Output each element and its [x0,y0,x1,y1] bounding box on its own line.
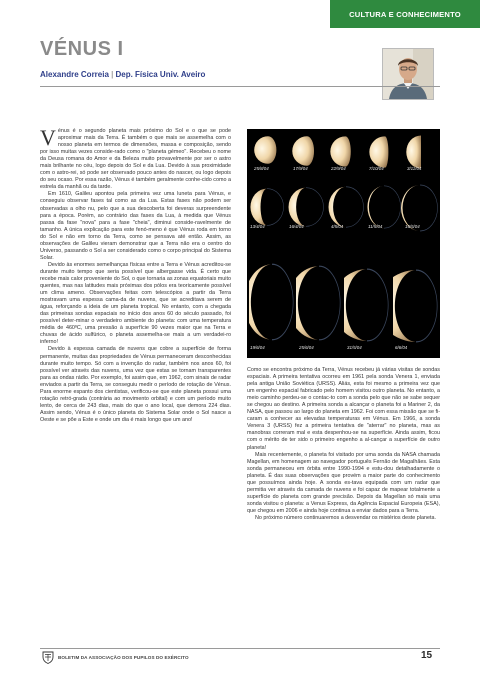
phase-date-label: 19/6/04 [250,345,265,350]
association-logo [42,651,54,664]
venus-gibbous-icon [368,135,402,169]
author-photo [382,48,434,100]
phase-date-label: 7/10/04 [369,166,384,171]
phase-date-label: 17/9/04 [293,166,308,171]
phase-date-label: 25/8/04 [254,166,269,171]
paragraph-galileo: Em 1610, Galileu apontou pela primeira vez uma luneta para Vénus, e conseguiu observar fases tal como as da Lua. Estas fases não podem ser observadas a olho nu, pelo que a sua descoberta foi deveras surpreendente para a época. Porém, ao contrário das fases da Lua, à medida que Vénus passa da fase "nova" para a fase "cheia", diminui conside-ravelmente de tamanho. A única explicação para este fenó-meno é que Vénus roda em torno do Sol e não em torno da Terra, como se pensava até então. Assim, as observações de Galileu vieram demonstrar que a Terra não era o centro do Universo, passando o Sol a ser considerado como o corpo principal do Sistema Solar. [40,191,231,261]
phase-date-label: 16/4/04 [289,224,304,229]
author-portrait-icon [383,49,433,99]
byline [40,70,205,79]
venus-thin-crescent-icon [249,261,295,343]
venus-thin-crescent-icon [344,266,390,344]
paragraph-next-issue: No próximo número continuaremos a desvendar os mistérios deste planeta. [255,514,436,521]
phase-date-label: 31/5/04 [347,345,362,350]
author-affiliation: Dep. Física Univ. Aveiro [115,70,206,79]
phase-date-label: 3/11/04 [407,166,422,171]
header-rule [40,86,440,87]
venus-crescent-icon [327,185,365,229]
byline-separator: | [111,70,116,79]
paragraph-probes: Como se encontra próximo da Terra, Vénus recebeu já várias visitas de sondas espaciais. A primeira tentativa ocorreu em 1961 pela sonda Venera 1, enviada pela antiga União Soviética (URSS). Aliás, esta foi mesmo a primeira vez que um engenho espacial fabricado pelo homem visitou outro planeta. No entanto, a meio caminho perdeu-se o contac-to com a sonda pelo que não se sabe sequer se chegou ao destino. A primeira sonda a alcançar o planeta foi a Mariner 2, da NASA, que passou ao largo do planeta em 1962. Foi com essa missão que se fi-caram a conhecer as elevadas temperaturas em Vénus. Em 1966, a sonda Venera 3 (URSS) fez a primeira tentativa de "aterrar" no planeta, mas as manobras correram mal e esta despenhou-se na superfície. Ainda assim, ficou com o mérito de ter sido o primeiro engenho a al-cançar a superfície de outro planeta! [247,367,440,451]
article-column-left [40,125,231,424]
venus-phases-photo [247,129,440,358]
venus-gibbous-icon [329,135,362,168]
venus-crescent-icon [287,186,325,228]
article-column-right [247,367,440,522]
venus-gibbous-icon [253,135,283,165]
venus-thin-crescent-icon [296,263,342,343]
author-name: Alexandre Correia [40,70,109,79]
paragraph-intro [40,125,231,191]
phase-date-label: 11/5/04 [368,224,383,229]
article-title: VÉNUS I [40,38,124,60]
footer-rule [40,648,440,649]
venus-gibbous-icon [291,135,323,167]
phase-date-label: 22/9/04 [331,166,346,171]
paragraph-rotation: Devido à espessa camada de nuvens que cobre a superfície de forma permanente, muitas das propriedades de Vénus permaneceram desconhecidas durante muito tempo. Só com a invenção do radar, também nos anos 60, foi possível ver através das nuvens, uma vez que estas se tornam transparentes para as ondas rádio. Por exemplo, foi assim que, em 1962, com sinais de radar enviados a partir da Terra, se conseguiu medir o período de rotação de Vénus. Para enorme espanto dos cientistas, verificou-se que este planeta possui uma rotação retró-grada (contrária ao movimento orbital) e com um período muito lento, de cerca de 243 dias, mais do que o ano local, que demora 224 dias. Assim sendo, Vénus é o único planeta do Sistema Solar onde o Sol nasce a Oeste e se põe a Este e onde um dia é mais longo que um ano! [40,346,231,423]
phase-date-label: 16/5/04 [405,224,420,229]
paragraph-magellan: Mais recentemente, o planeta foi visitado por uma sonda da NASA chamada Magellan, em homenagem ao navegador português Fernão de Magalhães. Esta sonda permaneceu em órbita entre 1990-1994 e estu-dou detalhadamente o planeta. É das suas observações que provém a maior parte do conhecimento que possuímos ainda hoje. A sonda es-tava equipada com um radar que permitia ver através da camada de nuvens e foi capaz de mapear totalmente a superfície do planeta com grande precisão. Depois da Magellan só mais uma sonda visitou o planeta: a Venus Express, da Agência Espacial Europeia (ESA), que chegou em 2006 e ainda hoje continua a enviar dados para a Terra. [247,451,440,514]
publication-name: BOLETIM DA ASSOCIAÇÃO DOS PUPILOS DO EXÉRCITO [58,655,189,660]
paragraph-climate: Devido às enormes semelhanças físicas entre a Terra e Vénus acreditou-se durante muito tempo que seria possível que albergasse vida. É certo que recebe mais calor proveniente do Sol, o que tornaria as zonas equatoriais muito quentes, mas nas latitudes mais próximas dos pólos era teoricamente possível um clima ameno. Observações feitas com telescópios a partir da Terra mostravam uma espessa cama-da de nuvens, que se acreditava serem de água, reforçando a ideia de um planeta tropical. No entanto, com a chegada das primeiras sondas espaciais no início dos anos 60 do século passado, foi possível deter-minar o verdadeiro ambiente do planeta: com uma temperatura média de 460ºC, uma pressão à superfície 90 vezes maior que na Terra e chuvas de ácido sulfúrico, o planeta assemelha-se mais a um verdadei-ro inferno! [40,261,231,346]
venus-crescent-icon [249,187,285,227]
phase-date-label: 4/5/04 [331,224,344,229]
venus-half-icon [405,134,437,170]
phase-date-label: 6/6/04 [395,345,408,350]
shield-icon [42,651,54,664]
section-tab: CULTURA E CONHECIMENTO [330,0,480,28]
phase-date-label: 25/6/04 [299,345,314,350]
page-number: 15 [421,650,433,661]
phase-date-label: 13/4/04 [250,224,265,229]
venus-thin-crescent-icon [393,267,439,345]
drop-cap: V [40,125,56,150]
paragraph-intro-text: énus é o segundo planeta mais próximo do Sol e o que se pode aproximar mais da Terra. É também o que mais se assemelha com o nosso planeta em termos de dimensões, massa e composição, sendo por isso muitas vezes conside-rado como o "planeta gémeo". Recebeu o nome da Deusa romana do Amor e da Beleza muito provavelmente por ser o astro mais brilhante no céu, logo depois do Sol e da Lua. Devido à sua proximidade com o astro-rei, só pode ser observado pouco antes do nascer, ou logo depois do seu ocaso. Por essa razão, Vénus é também geralmente conhe-cido como a estrela da manhã ou da tarde. [40,128,231,191]
